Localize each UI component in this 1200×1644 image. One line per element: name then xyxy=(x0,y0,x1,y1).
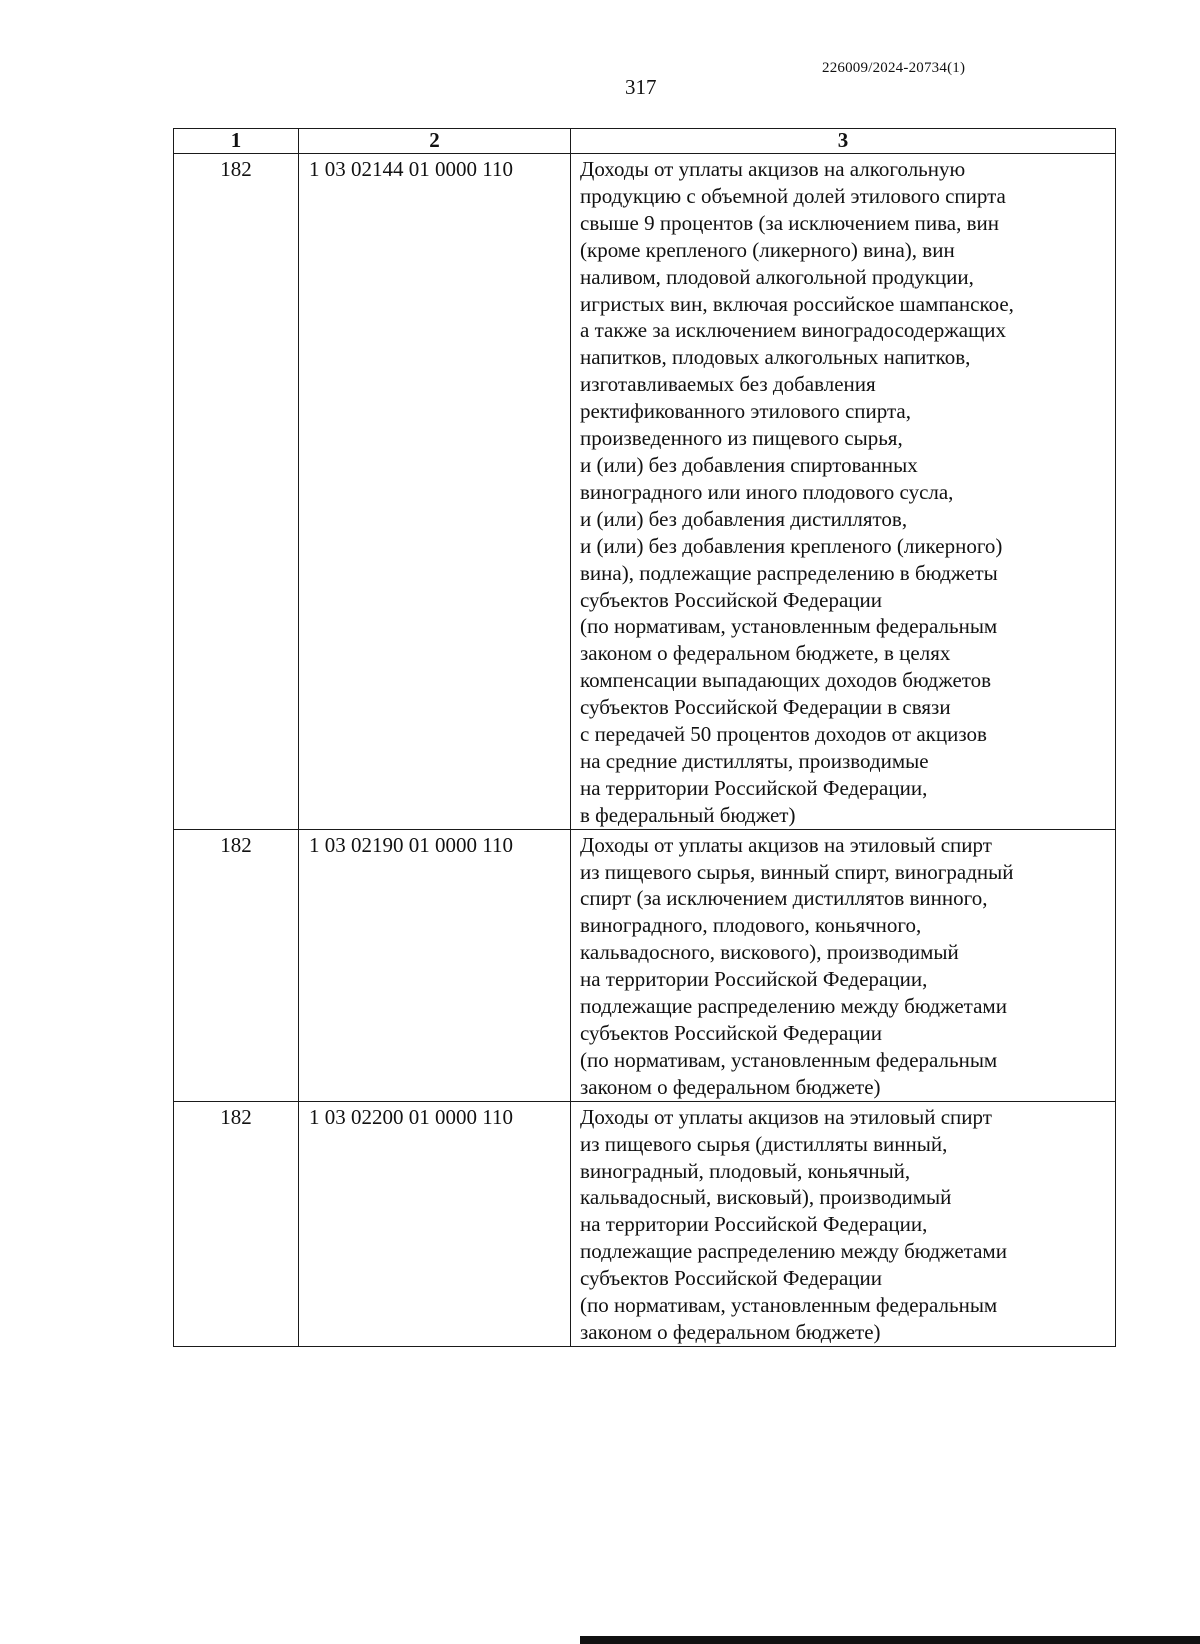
description-line: на территории Российской Федерации, xyxy=(580,775,928,800)
description-line: наливом, плодовой алкогольной продукции, xyxy=(580,264,974,289)
description-line: (по нормативам, установленным федеральным xyxy=(580,1047,998,1072)
description-line: вина), подлежащие распределению в бюджеты xyxy=(580,560,998,585)
description-line: ректификованного этилового спирта, xyxy=(580,399,911,424)
description-line: из пищевого сырья, винный спирт, виноградный xyxy=(580,859,1014,884)
description-line: законом о федеральном бюджете) xyxy=(580,1074,881,1099)
revenue-description-cell xyxy=(571,829,1116,1101)
description-line: продукцию с объемной долей этилового спирта xyxy=(580,183,1006,208)
description-line: законом о федеральном бюджете, в целях xyxy=(580,641,951,666)
revenue-codes-table xyxy=(173,128,1116,1347)
page-number: 317 xyxy=(625,75,657,99)
scan-edge-bar xyxy=(580,1636,1200,1644)
description-line: и (или) без добавления крепленого (ликерного) xyxy=(580,533,1003,558)
description-line: и (или) без добавления спиртованных xyxy=(580,452,918,477)
document-registration-number: 226009/2024-20734(1) xyxy=(822,60,966,76)
description-line: из пищевого сырья (дистилляты винный, xyxy=(580,1131,948,1156)
column-header-2: 2 xyxy=(299,129,571,154)
description-line: и (или) без добавления дистиллятов, xyxy=(580,506,908,531)
description-line: подлежащие распределению между бюджетами xyxy=(580,994,1007,1019)
description-line: изготавливаемых без добавления xyxy=(580,372,876,397)
description-line: компенсации выпадающих доходов бюджетов xyxy=(580,668,992,693)
budget-classification-code-cell: 1 03 02144 01 0000 110 xyxy=(299,154,571,830)
description-line: Доходы от уплаты акцизов на этиловый спирт xyxy=(580,1104,992,1129)
table-body xyxy=(174,154,1116,1347)
description-line: напитков, плодовых алкогольных напитков, xyxy=(580,345,971,370)
description-line: на территории Российской Федерации, xyxy=(580,1212,928,1237)
description-line: игристых вин, включая российское шампанское, xyxy=(580,291,1014,316)
column-header-3: 3 xyxy=(571,129,1116,154)
description-line: (кроме крепленого (ликерного) вина), вин xyxy=(580,237,955,262)
description-line: в федеральный бюджет) xyxy=(580,802,796,827)
description-line: на территории Российской Федерации, xyxy=(580,967,928,992)
description-line: на средние дистилляты, производимые xyxy=(580,748,929,773)
revenue-description-cell xyxy=(571,154,1116,830)
budget-classification-code-cell: 1 03 02190 01 0000 110 xyxy=(299,829,571,1101)
description-line: подлежащие распределению между бюджетами xyxy=(580,1239,1007,1264)
table-row xyxy=(174,154,1116,830)
table-row xyxy=(174,1101,1116,1346)
description-line: законом о федеральном бюджете) xyxy=(580,1319,881,1344)
description-line: (по нормативам, установленным федеральным xyxy=(580,1293,998,1318)
revenue-description-cell xyxy=(571,1101,1116,1346)
description-line: субъектов Российской Федерации xyxy=(580,1266,883,1291)
admin-code-cell: 182 xyxy=(174,829,299,1101)
description-line: спирт (за исключением дистиллятов винного, xyxy=(580,886,988,911)
description-line: виноградного, плодового, коньячного, xyxy=(580,913,922,938)
description-line: с передачей 50 процентов доходов от акцизов xyxy=(580,722,987,747)
description-line: свыше 9 процентов (за исключением пива, вин xyxy=(580,210,999,235)
admin-code-cell: 182 xyxy=(174,154,299,830)
table-header-row xyxy=(174,129,1116,154)
description-line: субъектов Российской Федерации в связи xyxy=(580,695,951,720)
description-line: виноградный, плодовый, коньячный, xyxy=(580,1158,911,1183)
description-line: субъектов Российской Федерации xyxy=(580,1021,883,1045)
description-line: кальвадосного, вискового), производимый xyxy=(580,940,959,965)
budget-classification-code-cell: 1 03 02200 01 0000 110 xyxy=(299,1101,571,1346)
description-line: виноградного или иного плодового сусла, xyxy=(580,479,954,504)
description-line: Доходы от уплаты акцизов на этиловый спирт xyxy=(580,832,992,857)
column-header-1: 1 xyxy=(174,129,299,154)
description-line: Доходы от уплаты акцизов на алкогольную xyxy=(580,157,966,181)
table-row xyxy=(174,829,1116,1101)
description-line: а также за исключением виноградосодержащих xyxy=(580,318,1007,343)
description-line: кальвадосный, висковый), производимый xyxy=(580,1185,952,1210)
description-line: субъектов Российской Федерации xyxy=(580,587,883,612)
description-line: (по нормативам, установленным федеральным xyxy=(580,614,998,639)
description-line: произведенного из пищевого сырья, xyxy=(580,426,903,451)
admin-code-cell: 182 xyxy=(174,1101,299,1346)
